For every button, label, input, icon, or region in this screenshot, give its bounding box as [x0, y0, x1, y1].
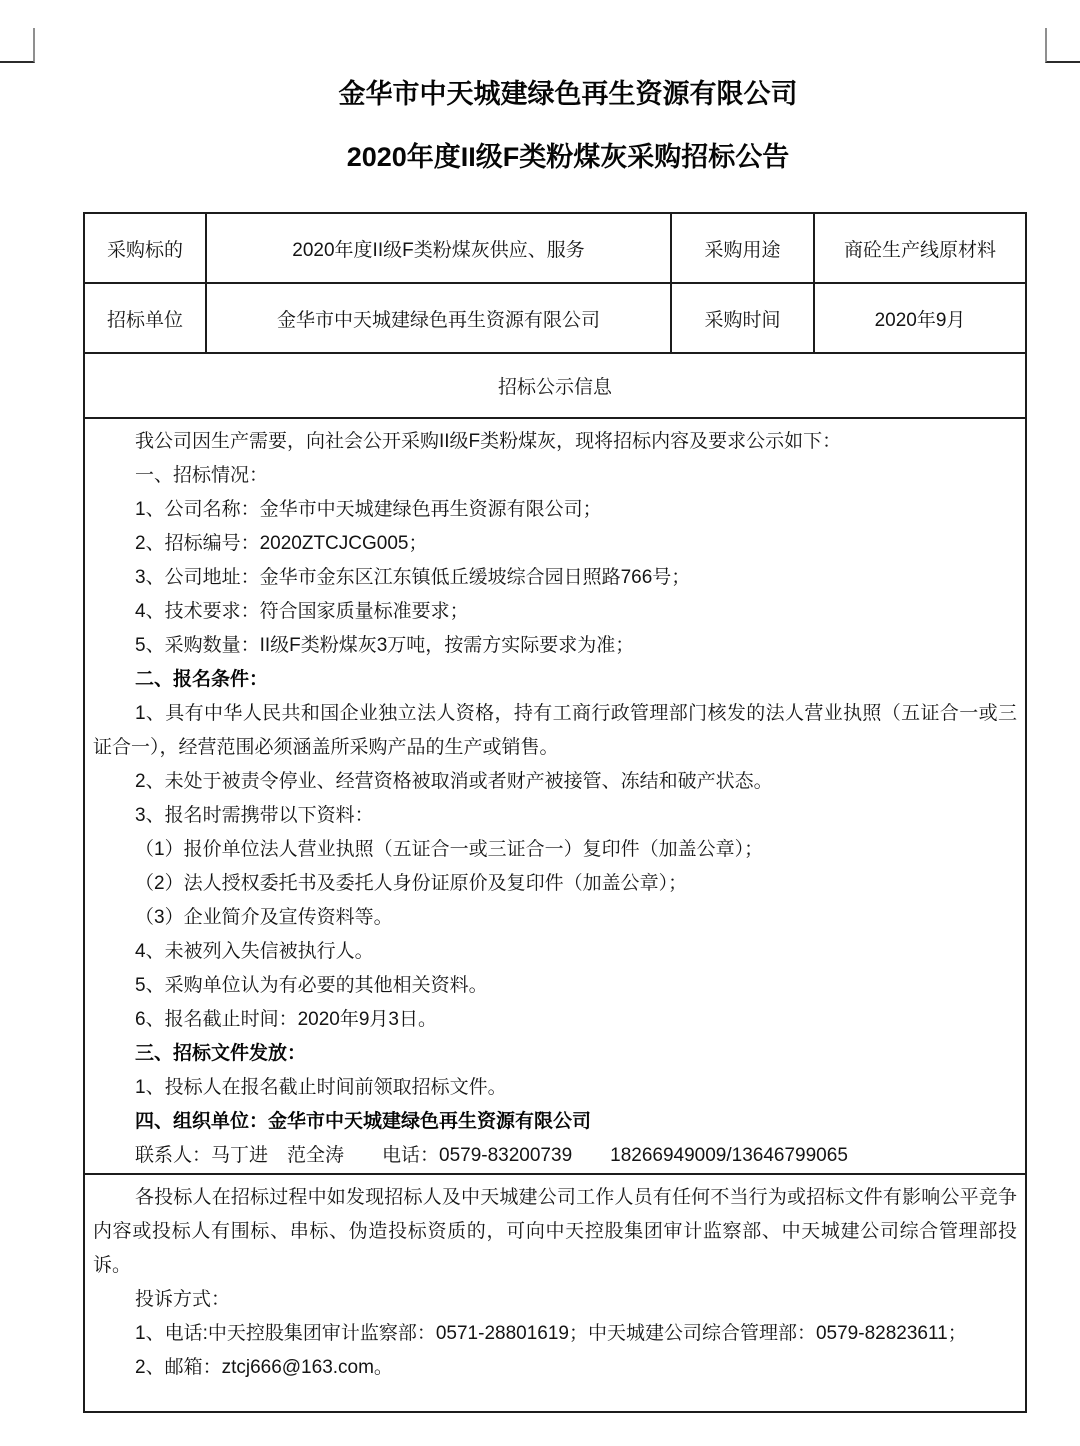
item-material-3: （3）企业简介及宣传资料等。: [135, 907, 393, 928]
heading-section-3-documents: 三、招标文件发放：: [135, 1043, 307, 1064]
table-row-section-header: [84, 353, 1026, 418]
table-row-complaint: [84, 1174, 1026, 1412]
item-registration-deadline: 6、报名截止时间：2020年9月3日。: [135, 1009, 437, 1030]
company-title: 金华市中天城建绿色再生资源有限公司: [338, 79, 798, 109]
label-procurement-subject: 采购标的: [84, 213, 206, 283]
item-material-1: （1）报价单位法人营业执照（五证合一或三证合一）复印件（加盖公章）；: [135, 839, 764, 860]
value-procurement-time: 2020年9月: [814, 283, 1026, 353]
heading-section-4-organizer: 四、组织单位：金华市中天城建绿色再生资源有限公司: [135, 1111, 592, 1132]
item-bid-number: 2、招标编号：2020ZTCJCG005；: [135, 533, 428, 554]
label-procurement-purpose: 采购用途: [671, 213, 814, 283]
item-purchase-quantity: 5、采购数量：II级F类粉煤灰3万吨，按需方实际要求为准；: [135, 635, 635, 656]
complaint-phone-line: 1、电话:中天控股集团审计监察部：0571-28801619；中天城建公司综合管理部：0579-82823611；: [135, 1323, 967, 1344]
item-material-2: （2）法人授权委托书及委托人身份证原价及复印件（加盖公章）；: [135, 873, 688, 894]
item-qualification-1: 1、具有中华人民共和国企业独立法人资格，持有工商行政管理部门核发的法人营业执照（五证合一或三证合一），经营范围必须涵盖所采购产品的生产或销售。: [93, 703, 1017, 758]
item-document-collection: 1、投标人在报名截止时间前领取招标文件。: [135, 1077, 507, 1098]
item-qualification-2: 2、未处于被责令停业、经营资格被取消或者财产被接管、冻结和破产状态。: [135, 771, 773, 792]
paragraph-intro: 我公司因生产需要，向社会公开采购II级F类粉煤灰，现将招标内容及要求公示如下：: [135, 431, 842, 452]
table-row-bidding-unit: [84, 283, 1026, 353]
complaint-cell: [84, 1174, 1026, 1412]
heading-section-1-bid-info: 一、招标情况：: [135, 465, 269, 486]
item-company-name: 1、公司名称：金华市中天城建绿色再生资源有限公司；: [135, 499, 602, 520]
value-bidding-unit: 金华市中天城建绿色再生资源有限公司: [206, 283, 671, 353]
item-qualification-4: 4、未被列入失信被执行人。: [135, 941, 374, 962]
complaint-method-heading: 投诉方式：: [135, 1289, 231, 1310]
table-row-procurement-subject: [84, 213, 1026, 283]
item-company-address: 3、公司地址：金华市金东区江东镇低丘缓坡综合园日照路766号；: [135, 567, 691, 588]
section-header-public-info: 招标公示信息: [84, 353, 1026, 418]
label-procurement-time: 采购时间: [671, 283, 814, 353]
complaint-paragraph: 各投标人在招标过程中如发现招标人及中天城建公司工作人员有任何不当行为或招标文件有影响公平竞争内容或投标人有围标、串标、伪造投标资质的，可向中天控股集团审计监察部、中天城建公司综合管理部投诉。: [93, 1187, 1017, 1276]
heading-section-2-conditions: 二、报名条件：: [135, 669, 269, 690]
value-procurement-subject: 2020年度II级F类粉煤灰供应、服务: [206, 213, 671, 283]
document-titles: [28, 0, 1080, 171]
value-procurement-purpose: 商砼生产线原材料: [814, 213, 1026, 283]
contact-line: 联系人：马丁进 范全涛 电话：0579-83200739 18266949009/13646799065: [135, 1145, 848, 1166]
table-row-announcement-body: [84, 418, 1026, 1174]
item-required-materials: 3、报名时需携带以下资料：: [135, 805, 374, 826]
label-bidding-unit: 招标单位: [84, 283, 206, 353]
announcement-title: 2020年度II级F类粉煤灰采购招标公告: [346, 142, 790, 172]
announcement-body-cell: [84, 418, 1026, 1174]
bid-info-table: [83, 212, 1027, 1413]
item-technical-requirements: 4、技术要求：符合国家质量标准要求；: [135, 601, 469, 622]
complaint-email-line: 2、邮箱：ztcj666@163.com。: [135, 1357, 393, 1378]
item-qualification-5: 5、采购单位认为有必要的其他相关资料。: [135, 975, 488, 996]
